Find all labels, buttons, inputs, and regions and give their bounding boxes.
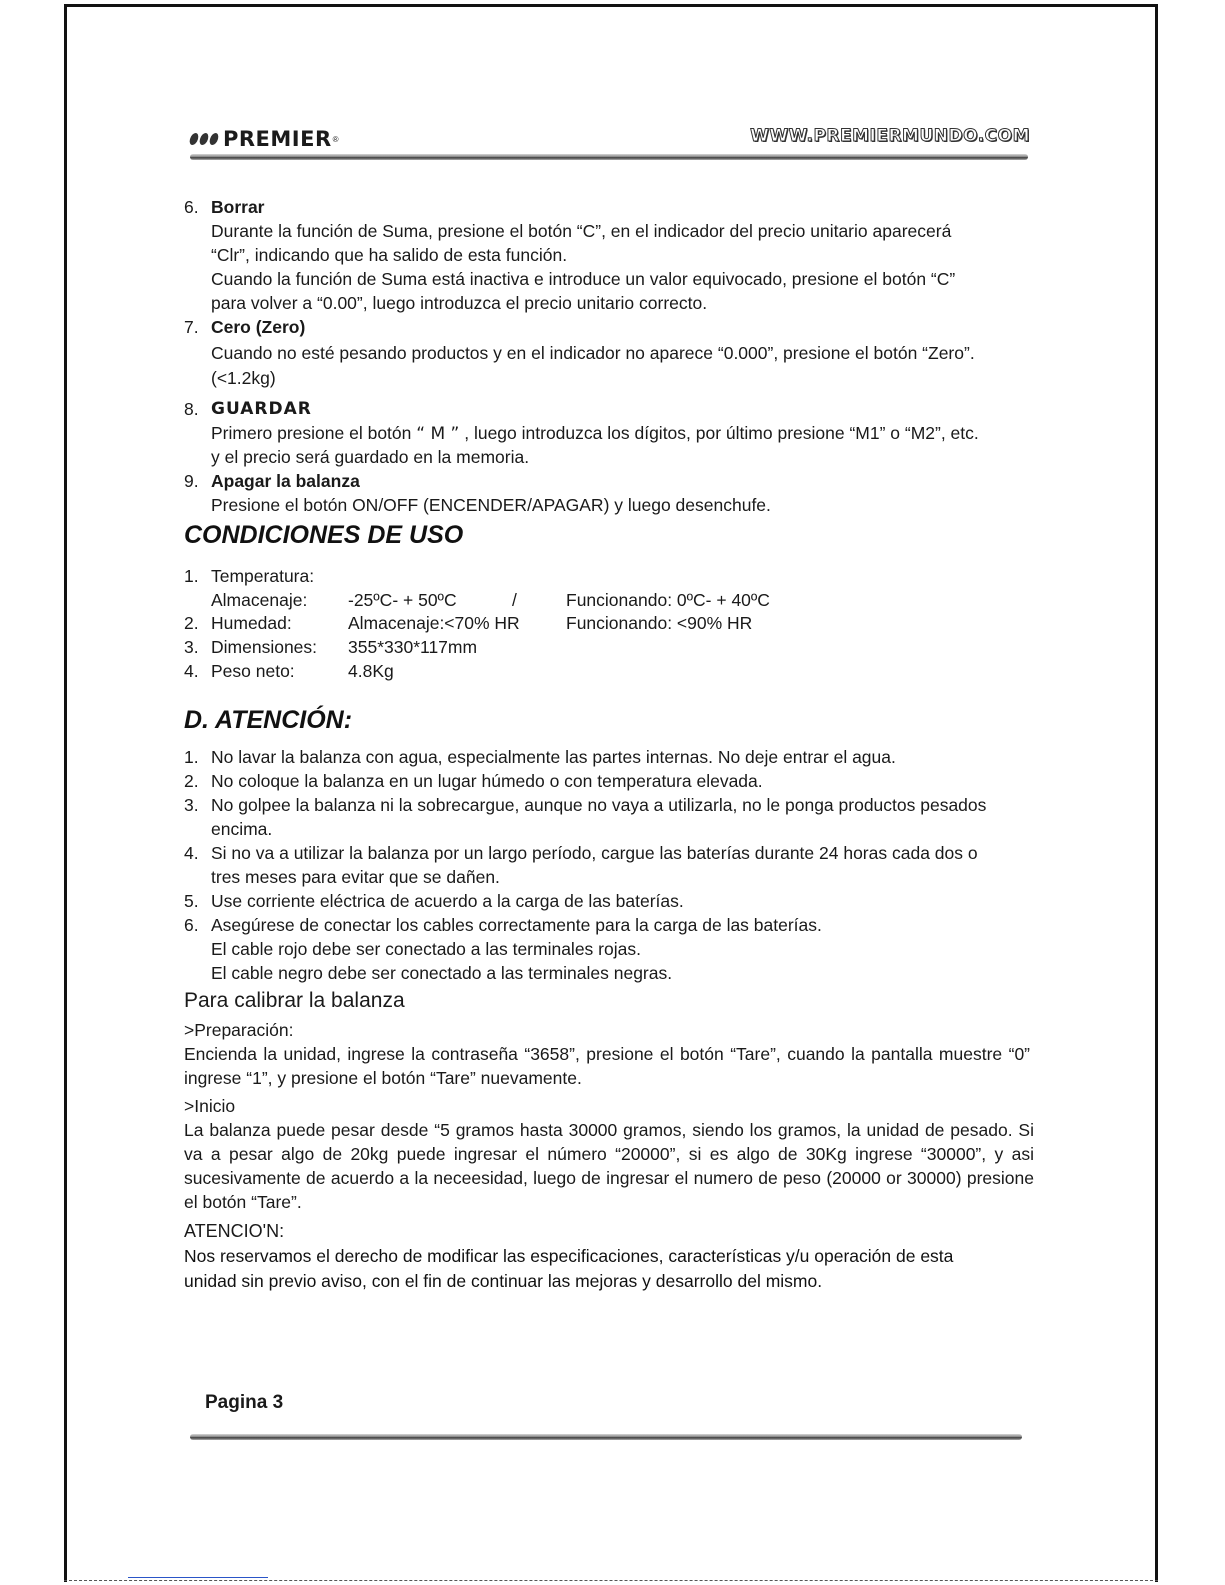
spec-value: Funcionando: <90% HR (566, 613, 753, 633)
item-title-apagar: Apagar la balanza (211, 471, 360, 491)
notice-title: ATENCIO'N: (184, 1221, 285, 1241)
list-item: No golpee la balanza ni la sobrecargue, aunque no vaya a utilizarla, no le ponga productos pesados (211, 795, 987, 815)
item-number: 8. (184, 399, 199, 419)
calibrate-heading: Para calibrar la balanza (184, 989, 405, 1012)
text-fragment: Primero presione el botón (211, 423, 412, 443)
paragraph-line: Cuando no esté pesando productos y en el indicador no aparece “0.000”, presione el botón “Zero”. (211, 343, 975, 363)
m-key-label: “ M ” (416, 424, 460, 444)
section-heading-atencion: D. ATENCIÓN: (184, 706, 353, 734)
spec-label: Dimensiones: (211, 637, 318, 657)
start-label: >Inicio (184, 1096, 236, 1116)
item-number: 4. (184, 843, 199, 863)
item-number: 1. (184, 566, 199, 586)
item-title-guardar: GUARDAR (211, 399, 312, 419)
logo-dots-icon (190, 133, 218, 145)
item-number: 3. (184, 795, 199, 815)
spec-label: Humedad: (211, 613, 292, 633)
item-number: 2. (184, 613, 199, 633)
list-item: Asegúrese de conectar los cables correctamente para la carga de las baterías. (211, 915, 822, 935)
text-fragment: , luego introduzca los dígitos, por último presione “M1” o “M2”, etc. (464, 423, 979, 443)
item-number: 2. (184, 771, 199, 791)
link-underline (128, 1577, 268, 1578)
spec-label: Temperatura: (211, 566, 315, 586)
item-title-borrar: Borrar (211, 197, 265, 217)
paragraph-line: Cuando la función de Suma está inactiva e introduce un valor equivocado, presione el botón “C” (211, 269, 956, 289)
list-item: No lavar la balanza con agua, especialmente las partes internas. No deje entrar el agua. (211, 747, 896, 767)
spec-value: Funcionando: 0ºC- + 40ºC (566, 590, 770, 610)
paragraph-line: Presione el botón ON/OFF (ENCENDER/APAGAR) y luego desenchufe. (211, 495, 771, 515)
item-number: 3. (184, 637, 199, 657)
item-number: 9. (184, 471, 199, 491)
registered-mark: ® (332, 134, 339, 144)
item-number: 5. (184, 891, 199, 911)
list-item: Use corriente eléctrica de acuerdo a la carga de las baterías. (211, 891, 684, 911)
item-title-cero: Cero (Zero) (211, 317, 306, 337)
item-number: 6. (184, 915, 199, 935)
paragraph-line: y el precio será guardado en la memoria. (211, 447, 530, 467)
item-number: 1. (184, 747, 199, 767)
prep-paragraph: Encienda la unidad, ingrese la contraseña “3658”, presione el botón “Tare”, cuando la pantalla muestre “0” ingrese “1”, y presione el botón “Tare” nuevamente. (184, 1044, 1030, 1088)
page-number: Pagina 3 (205, 1392, 284, 1413)
list-item-continuation: El cable negro debe ser conectado a las terminales negras. (211, 963, 673, 983)
brand-name: PREMIER (223, 127, 332, 151)
paragraph-line: “Clr”, indicando que ha salido de esta función. (211, 245, 568, 265)
prep-label: >Preparación: (184, 1020, 294, 1040)
header-rule (190, 154, 1028, 160)
item-number: 4. (184, 661, 199, 681)
spec-value: Almacenaje:<70% HR (348, 613, 520, 633)
page-bottom-edge (64, 1580, 1158, 1581)
spec-value: 4.8Kg (348, 661, 394, 681)
spec-separator: / (512, 590, 517, 610)
list-item-continuation: El cable rojo debe ser conectado a las terminales rojas. (211, 939, 641, 959)
website-url: WWW.PREMIERMUNDO.COM (750, 126, 1030, 146)
paragraph-line: Durante la función de Suma, presione el botón “C”, en el indicador del precio unitario aparecerá (211, 221, 952, 241)
spec-label: Peso neto: (211, 661, 295, 681)
list-item: No coloque la balanza en un lugar húmedo o con temperatura elevada. (211, 771, 763, 791)
spec-value: -25ºC- + 50ºC (348, 590, 457, 610)
item-number: 7. (184, 317, 199, 337)
section-heading-condiciones: CONDICIONES DE USO (184, 521, 464, 549)
start-paragraph: La balanza puede pesar desde “5 gramos hasta 30000 gramos, siendo los gramos, la unidad de pesado. Si va a pesar algo de 20kg puede ingresar el número “20000”, si es algo de 30Kg ingrese “30000”, y asi sucesivamente de acuerdo a la neceesidad, luego de ingresar el numero de peso (20000 or 30000) presione el botón “Tare”. (184, 1120, 1034, 1212)
list-item: Si no va a utilizar la balanza por un largo período, cargue las baterías durante 24 horas cada dos o (211, 843, 978, 863)
notice-paragraph: Nos reservamos el derecho de modificar las especificaciones, características y/u operación de esta unidad sin previo aviso, con el fin de continuar las mejoras y desarrollo del mismo. (184, 1246, 954, 1291)
spec-value: 355*330*117mm (348, 637, 478, 657)
paragraph-line (211, 421, 979, 446)
item-number: 6. (184, 197, 199, 217)
footer-rule (190, 1434, 1022, 1440)
list-item-continuation: encima. (211, 819, 273, 839)
premier-logo (190, 127, 339, 151)
list-item-continuation: tres meses para evitar que se dañen. (211, 867, 500, 887)
paragraph-line: (<1.2kg) (211, 368, 276, 388)
spec-label: Almacenaje: (211, 590, 308, 610)
paragraph-line: para volver a “0.00”, luego introduzca el precio unitario correcto. (211, 293, 708, 313)
